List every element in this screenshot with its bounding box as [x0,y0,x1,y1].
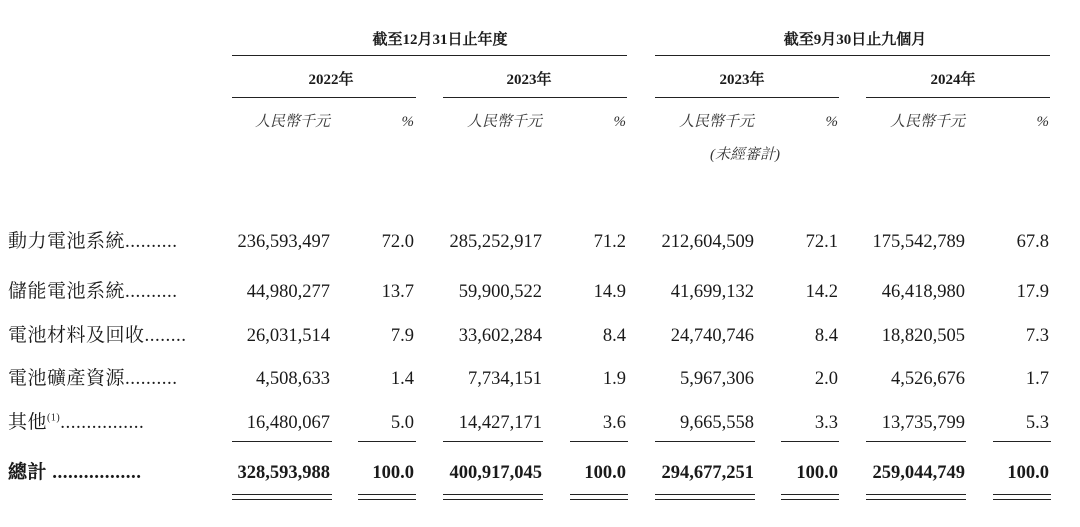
year-header-2022: 2022年 [308,72,354,88]
total-cell: 100.0 [372,463,414,483]
cell: 26,031,514 [246,326,330,346]
cell: 14,427,171 [458,413,542,433]
year-header-2024: 2024年 [930,72,976,88]
cell: 285,252,917 [449,232,542,252]
period-rule-annual [232,55,627,56]
total-cell: 100.0 [584,463,626,483]
unit-rmb-2022: 人民幣千元 [254,114,330,130]
cell: 2.0 [814,369,838,389]
row-label-energy-storage: 儲能電池系統.......... [8,281,178,302]
year-rule-2023-nine-months [655,97,839,98]
others-label-dots: ................ [60,412,145,433]
row-label-total: 總計 ................. [8,462,142,483]
cell: 5.3 [1025,413,1049,433]
total-double-rule [358,499,416,500]
total-double-rule [358,494,416,495]
year-rule-2024 [866,97,1050,98]
cell: 5.0 [390,413,414,433]
total-cell: 100.0 [1007,463,1049,483]
cell: 236,593,497 [237,232,330,252]
cell: 18,820,505 [881,326,965,346]
cell: 7,734,151 [468,369,542,389]
total-cell: 100.0 [796,463,838,483]
total-cell: 328,593,988 [237,463,330,483]
cell: 212,604,509 [661,232,754,252]
cell: 33,602,284 [458,326,542,346]
cell: 8.4 [814,326,838,346]
total-double-rule [443,499,543,500]
unit-rmb-2024: 人民幣千元 [889,114,965,130]
cell: 41,699,132 [670,282,754,302]
cell: 67.8 [1016,232,1049,252]
cell: 17.9 [1016,282,1049,302]
cell: 1.9 [602,369,626,389]
cell: 7.9 [390,326,414,346]
unit-rmb-2023-annual: 人民幣千元 [466,114,542,130]
subtotal-rule [232,441,332,442]
year-header-2023-nine-months: 2023年 [719,72,765,88]
cell: 13.7 [381,282,414,302]
others-label-text: 其他 [8,412,48,433]
year-rule-2023-annual [443,97,627,98]
cell: 71.2 [593,232,626,252]
year-rule-2022 [232,97,416,98]
period-rule-nine-months [655,55,1050,56]
total-double-rule [781,499,839,500]
cell: 72.0 [381,232,414,252]
row-label-materials-recycling: 電池材料及回收........ [8,325,187,346]
total-double-rule [232,499,332,500]
subtotal-rule [570,441,628,442]
cell: 59,900,522 [458,282,542,302]
total-double-rule [781,494,839,495]
cell: 7.3 [1025,326,1049,346]
total-double-rule [866,499,966,500]
period-header-annual: 截至12月31日止年度 [372,32,508,48]
subtotal-rule [655,441,755,442]
total-double-rule [866,494,966,495]
cell: 8.4 [602,326,626,346]
cell: 4,526,676 [891,369,965,389]
row-label-others [8,413,144,432]
unaudited-note: (未經審計) [710,147,780,163]
year-header-2023-annual: 2023年 [506,72,552,88]
cell: 4,508,633 [256,369,330,389]
cell: 175,542,789 [872,232,965,252]
total-cell: 294,677,251 [661,463,754,483]
unit-rmb-2023-nine-months: 人民幣千元 [678,114,754,130]
unit-pct-2022: % [401,114,414,130]
cell: 46,418,980 [881,282,965,302]
total-double-rule [655,494,755,495]
cell: 9,665,558 [680,413,754,433]
subtotal-rule [443,441,543,442]
cell: 3.6 [602,413,626,433]
subtotal-rule [781,441,839,442]
subtotal-rule [866,441,966,442]
subtotal-rule [993,441,1051,442]
cell: 24,740,746 [670,326,754,346]
unit-pct-2023-annual: % [613,114,626,130]
total-double-rule [570,494,628,495]
total-double-rule [655,499,755,500]
total-cell: 259,044,749 [872,463,965,483]
total-double-rule [232,494,332,495]
unit-pct-2024: % [1036,114,1049,130]
period-header-nine-months: 截至9月30日止九個月 [783,32,927,48]
cell: 1.4 [390,369,414,389]
cell: 1.7 [1025,369,1049,389]
cell: 44,980,277 [246,282,330,302]
cell: 5,967,306 [680,369,754,389]
unit-pct-2023-nine-months: % [825,114,838,130]
cell: 13,735,799 [881,413,965,433]
row-label-power-battery: 動力電池系統.......... [8,231,178,252]
cell: 14.2 [805,282,838,302]
cell: 72.1 [805,232,838,252]
row-label-mineral-resources: 電池礦產資源.......... [8,368,178,389]
cell: 3.3 [814,413,838,433]
cell: 14.9 [593,282,626,302]
subtotal-rule [358,441,416,442]
total-double-rule [993,494,1051,495]
total-double-rule [570,499,628,500]
cell: 16,480,067 [246,413,330,433]
footnote-marker: (1) [47,412,61,424]
total-double-rule [993,499,1051,500]
total-double-rule [443,494,543,495]
total-cell: 400,917,045 [449,463,542,483]
